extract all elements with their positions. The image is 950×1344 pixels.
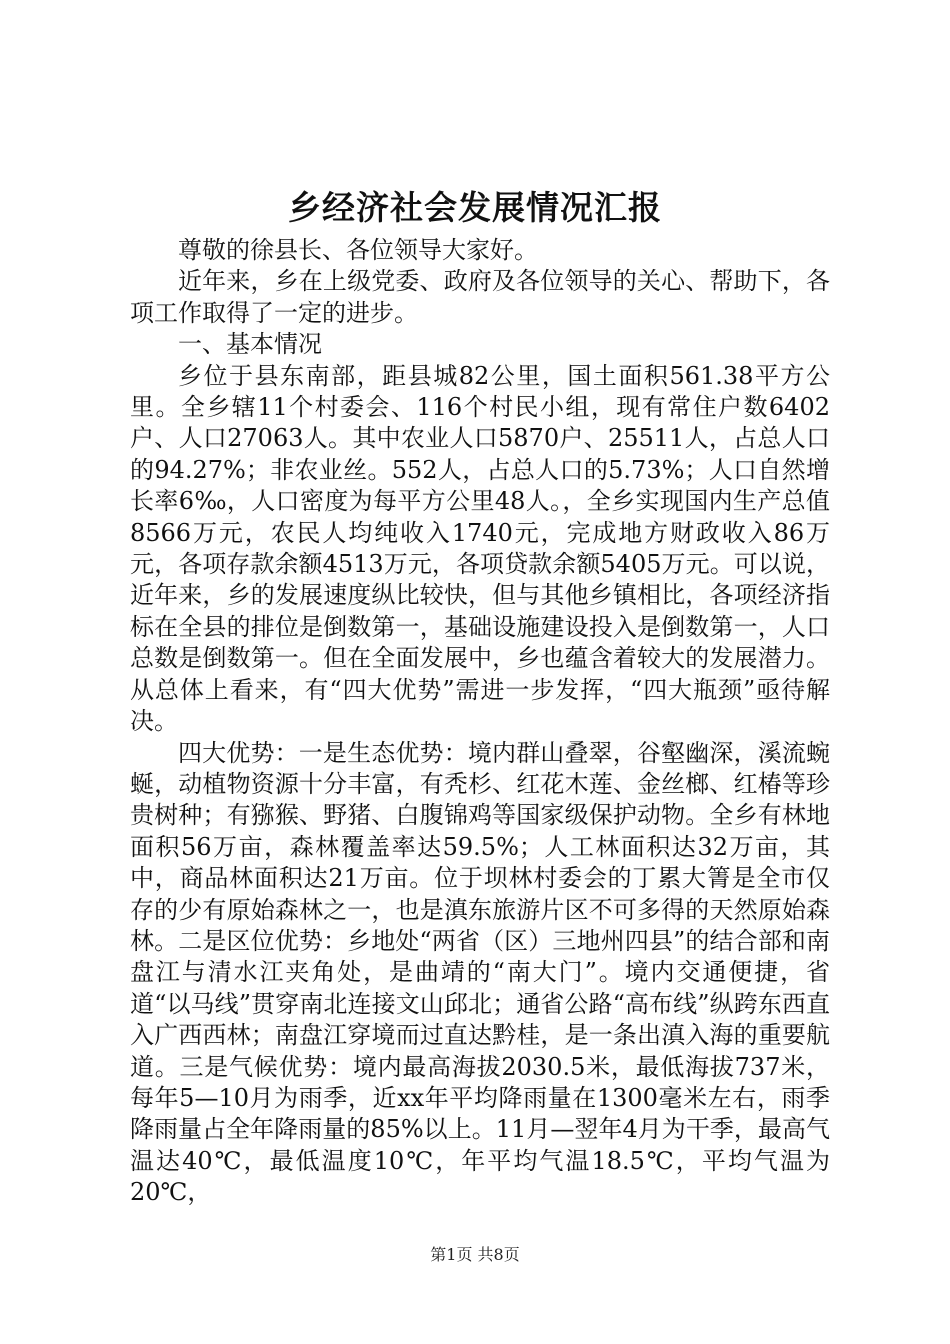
paragraph-greeting: 尊敬的徐县长、各位领导大家好。 (178, 236, 538, 264)
document-body (130, 235, 830, 1209)
document-title: 乡经济社会发展情况汇报 (288, 188, 662, 227)
section-heading-basic: 一、基本情况 (178, 330, 322, 359)
paragraph-four-advantages: 四大优势：一是生态优势：境内群山叠翠，谷壑幽深，溪流蜿蜒，动植物资源十分丰富，有秃杉、红花木莲、金丝榔、红椿等珍贵树种；有猕猴、野猪、白腹锦鸡等国家级保护动物。全乡有林地面积56万亩，森林覆盖率达59.5%；人工林面积达32万亩，其中，商品林面积达21万亩。位于坝林村委会的丁累大箐是全市仅存的少有原始森林之一，也是滇东旅游片区不可多得的天然原始森林。二是区位优势：乡地处“两省（区）三地州四县”的结合部和南盘江与清水江夹角处，是曲靖的“南大门”。境内交通便捷，省道“以马线”贯穿南北连接文山邱北；通省公路“高布线”纵跨东西直入广西西林；南盘江穿境而过直达黔桂，是一条出滇入海的重要航道。三是气候优势：境内最高海拔2030.5米，最低海拔737米，每年5—10月为雨季，近xx年平均降雨量在1300毫米左右，雨季降雨量占全年降雨量的85%以上。11月—翌年4月为干季，最高气温达40℃，最低温度10℃，年平均气温18.5℃，平均气温为20℃， (130, 738, 830, 1207)
paragraph-basic-info: 乡位于县东南部，距县城82公里，国土面积561.38平方公里。全乡辖11个村委会、116个村民小组，现有常住户数6402户、人口27063人。其中农业人口5870户、25511人，占总人口的94.27%；非农业丝。552人，占总人口的5.73%；人口自然增长率6‰，人口密度为每平方公里48人。，全乡实现国内生产总值8566万元，农民人均纯收入1740元，完成地方财政收入86万元，各项存款余额4513万元，各项贷款余额5405万元。可以说，近年来，乡的发展速度纵比较快，但与其他乡镇相比，各项经济指标在全县的排位是倒数第一，基础设施建设投入是倒数第一，人口总数是倒数第一。但在全面发展中，乡也蕴含着较大的发展潜力。从总体上看来，有“四大优势”需进一步发挥，“四大瓶颈”亟待解决。 (130, 361, 830, 736)
page-number: 第1页 共8页 (430, 1245, 520, 1264)
paragraph-intro: 近年来，乡在上级党委、政府及各位领导的关心、帮助下，各项工作取得了一定的进步。 (130, 267, 830, 327)
